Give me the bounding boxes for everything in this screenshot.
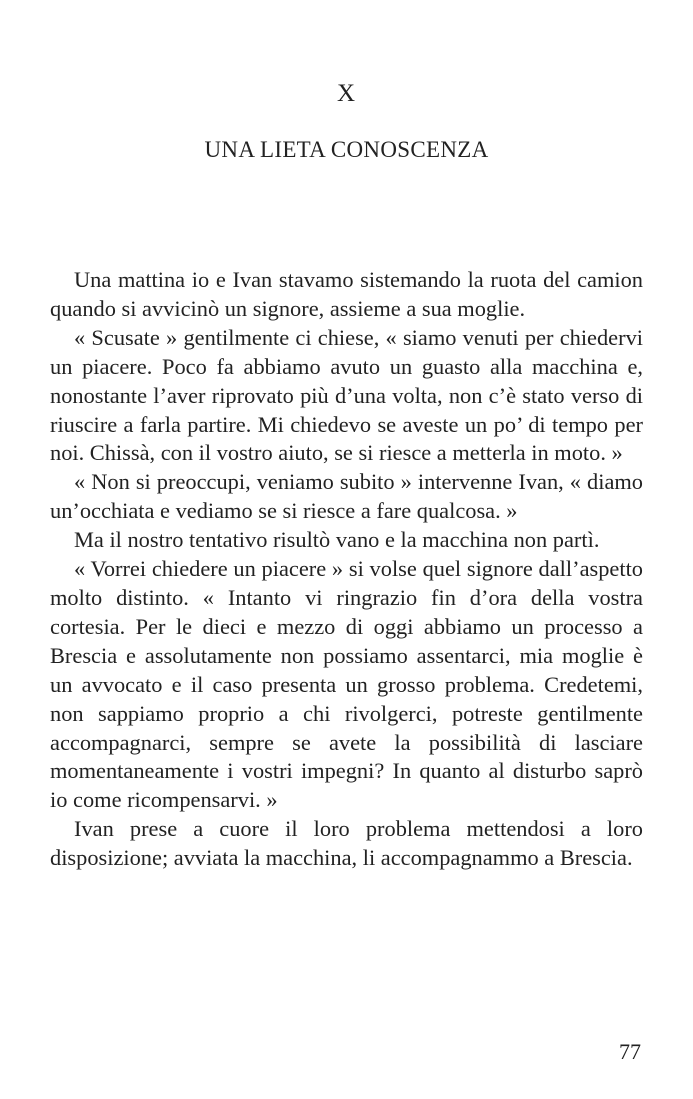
paragraph: « Non si preoccupi, veniamo subito » intervenne Ivan, « diamo un’occhiata e vediamo se si riesce a fare qualcosa. » [50,469,643,524]
body-text [50,266,643,873]
paragraph: Una mattina io e Ivan stavamo sistemando la ruota del camion quando si avvicinò un signore, assieme a sua moglie. [50,267,643,321]
paragraph: « Vorrei chiedere un piacere » si volse quel signore dall’aspetto molto distinto. « Intanto vi ringrazio fin d’ora della vostra cortesia. Per le dieci e mezzo di oggi abbiamo un processo a Brescia e assolutamente non possiamo assentarci, mia moglie è un avvocato e il caso presenta un grosso problema. Credetemi, non sappiamo proprio a chi rivolgerci, potreste gentilmente accompagnarci, sempre se avete la possibilità di lasciare momentaneamente i vostri impegni? In quanto al disturbo saprò io come ricompensarvi. » [50,556,643,813]
page-number: 77 [619,1039,641,1064]
paragraph: Ma il nostro tentativo risultò vano e la macchina non partì. [74,527,600,553]
chapter-title: UNA LIETA CONOSCENZA [204,137,489,162]
chapter-number: X [336,80,357,107]
paragraph: « Scusate » gentilmente ci chiese, « siamo venuti per chiedervi un piacere. Poco fa abbiamo avuto un guasto alla macchina e, nonostante l’aver riprovato più d’una volta, non c’è stato verso di riuscire a farla partire. Mi chiedevo se aveste un po’ di tempo per noi. Chissà, con il vostro aiuto, se si riesce a metterla in moto. » [50,324,643,466]
paragraph: Ivan prese a cuore il loro problema mettendosi a loro disposizione; avviata la macchina, li accompagnammo a Brescia. [50,816,643,871]
